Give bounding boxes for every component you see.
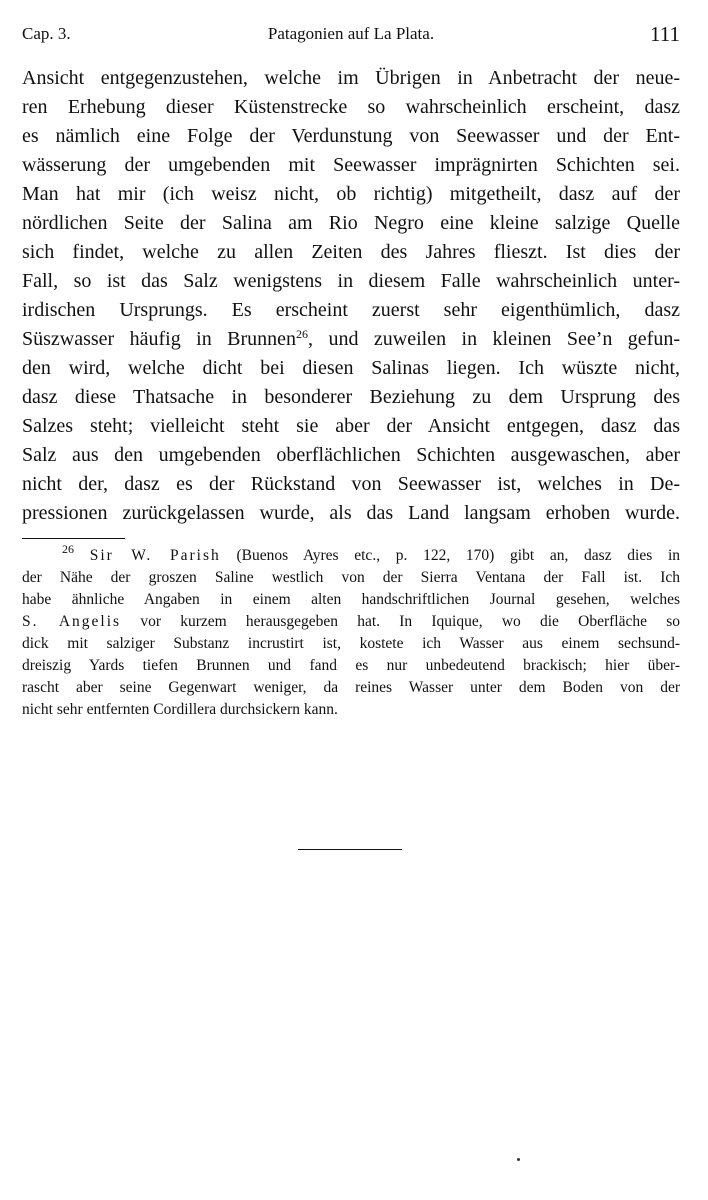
text-line: dasz diese Thatsache in besonderer Beziehung zu dem Ursprung des — [22, 386, 680, 408]
footnote-line — [22, 542, 681, 567]
running-head — [22, 22, 680, 58]
footnote-marker: 26 — [62, 542, 74, 556]
text-line: Man hat mir (ich weisz nicht, ob richtig) mitgetheilt, dasz auf der — [22, 183, 680, 205]
chapter-label: Cap. 3. — [22, 24, 71, 43]
text-line: wässerung der umgebenden mit Seewasser imprägnirten Schichten sei. — [22, 154, 680, 176]
text-line: nicht der, dasz es der Rückstand von Seewasser ist, welches in De- — [22, 473, 680, 495]
text-segment: Süszwasser häufig in Brunnen — [22, 328, 297, 350]
footnote-line — [22, 611, 680, 633]
footnote-line: dreiszig Yards tiefen Brunnen und fand es nur unbedeutend brackisch; hier über- — [22, 657, 680, 674]
text-segment: (Buenos Ayres etc., p. 122, 170) gibt an, dasz dies in — [220, 547, 681, 564]
footnote-divider — [22, 538, 125, 539]
text-line: es nämlich eine Folge der Verdunstung von Seewasser und der Ent- — [22, 125, 680, 147]
text-line: pressionen zurückgelassen wurde, als das Land langsam erhoben wurde. — [22, 502, 680, 524]
footnote-line: der Nähe der groszen Saline westlich von der Sierra Ventana der Fall ist. Ich — [22, 569, 680, 586]
footnote-line: nicht sehr entfernten Cordillera durchsickern kann. — [22, 701, 338, 718]
print-speck — [517, 1158, 520, 1161]
footnote-line: rascht aber seine Gegenwart weniger, da reines Wasser unter dem Boden von der — [22, 679, 680, 696]
text-segment: vor kurzem herausgegeben hat. In Iquique, wo die Oberfläche so — [121, 613, 681, 630]
text-line: Salz aus den umgebenden oberflächlichen Schichten ausgewaschen, aber — [22, 444, 680, 466]
footnote — [22, 542, 681, 721]
text-line: Ansicht entgegenzustehen, welche im Übrigen in Anbetracht der neue- — [22, 67, 680, 89]
footnote-author: S. Angelis — [22, 613, 122, 630]
body-text — [22, 64, 680, 528]
text-line: den wird, welche dicht bei diesen Salinas liegen. Ich wüszte nicht, — [22, 357, 680, 379]
footnote-reference[interactable]: 26 — [296, 327, 309, 341]
text-line: sich findet, welche zu allen Zeiten des Jahres flieszt. Ist dies der — [22, 241, 680, 263]
text-segment: , und zuweilen in kleinen See’n gefun- — [308, 328, 680, 350]
text-line: Salzes steht; vielleicht steht sie aber der Ansicht entgegen, dasz das — [22, 415, 680, 437]
running-title: Patagonien auf La Plata. — [267, 24, 435, 43]
book-page — [22, 22, 680, 721]
text-line: nördlichen Seite der Salina am Rio Negro eine kleine salzige Quelle — [22, 212, 680, 234]
page-number: 111 — [650, 22, 680, 46]
text-line-with-footnote-ref — [22, 325, 680, 354]
text-line: ren Erhebung dieser Küstenstrecke so wahrscheinlich erscheint, dasz — [22, 96, 680, 118]
section-end-rule — [298, 849, 402, 850]
text-line: irdischen Ursprungs. Es erscheint zuerst sehr eigenthümlich, dasz — [22, 299, 680, 321]
footnote-line: habe ähnliche Angaben in einem alten handschriftlichen Journal gesehen, welches — [22, 591, 680, 608]
footnote-author: Sir W. Parish — [89, 547, 221, 564]
text-line: Fall, so ist das Salz wenigstens in diesem Falle wahrscheinlich unter- — [22, 270, 680, 292]
footnote-line: dick mit salziger Substanz incrustirt ist, kostete ich Wasser aus einem sechsund- — [22, 635, 680, 652]
